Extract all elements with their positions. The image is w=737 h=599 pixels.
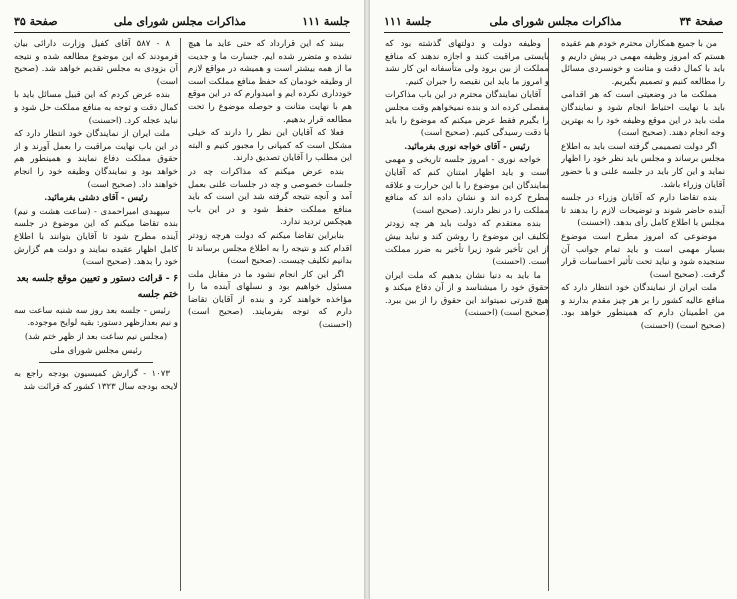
paragraph: خواجه نوری - امروز جلسه تاریخی و مهمی است و باید اظهار امتنان کنم که آقایان نمایندگان این موضوع را با این حرارت و علاقه مطرح کرده اند و نشان داده اند که منافع مملکت را در نظر دارند. (صحیح است): [385, 155, 549, 216]
signature-title: رئیس مجلس شورای ملی: [50, 345, 142, 356]
page-number: صفحة ۳۵: [14, 14, 58, 28]
paragraph: بنده عرض میکنم که مذاکرات چه در جلسات خصوصی و چه در جلسات علنی بعمل آمد و آنچه نتیجه گرفته شد این است که باید منافع مملکت حفظ شود و در این باب هیچکس تردید ندارد.: [188, 166, 352, 228]
page-title: مذاکرات مجلس شورای ملی: [113, 14, 247, 28]
page-header-right: [384, 10, 723, 33]
column-divider: [180, 38, 181, 591]
page-left: [0, 0, 364, 599]
paragraph: اگر این کار انجام نشود ما در مقابل ملت مسئول خواهیم بود و نسلهای آینده ما را مؤاخذه خواهند کرد و بنده از آقایان تقاضا دارم که توجه بفرمایند. (صحیح است) (احسنت): [188, 269, 352, 331]
paragraph: ملت ایران از نمایندگان خود انتظار دارد که در این باب نهایت مراقبت را بعمل آورند و از حقوق مملکت دفاع نمایند و همینطور هم خواهد بود و نمایندگان وظیفه خود را انجام خواهند داد. (صحیح است): [14, 129, 178, 190]
section-heading: ۶ - قرائت دستور و تعیین موقع جلسه بعد: [16, 272, 178, 284]
paragraph: ۸ - ۵۸۷ آقای کفیل وزارت دارائی بیان فرمودند که این موضوع مطالعه شده و نتیجه آن بزودی به مجلس تقدیم خواهد شد. (صحیح است): [14, 39, 178, 87]
closing-note: (مجلس نیم ساعت بعد از ظهر ختم شد): [24, 332, 168, 343]
paragraph: سپهبدی امیراحمدی - (ساعت هشت و نیم) بنده تقاضا میکنم که این موضوع در جلسه آینده مطرح شود تا آقایان بتوانند با اطلاع کامل اظهار عقیده نمایند و دولت هم گزارش خود را بدهد. (صحیح است): [14, 206, 178, 268]
session-number: جلسة ۱۱۱: [302, 14, 350, 28]
text-column-left: [14, 38, 178, 591]
paragraph: وظیفه دولت و دولتهای گذشته بود که بایستی مراقبت کنند و اجازه ندهند که منافع مملکت از بین برود ولی متأسفانه این کار نشد و امروز ما باید این نقیصه را جبران کنیم.: [385, 39, 549, 87]
paragraph: ملت ایران از نمایندگان خود انتظار دارد که منافع عالیه کشور را بر هر چیز مقدم بدارند و من اطمینان دارم که همینطور خواهد بود. (صحیح است) (احسنت): [561, 283, 725, 332]
page-right: [370, 0, 737, 599]
paragraph: مملکت ما در وضعیتی است که هر اقدامی باید با نهایت احتیاط انجام شود و نمایندگان ملت باید در این موقع وظیفه خود را به بهترین وجه انجام دهند. (صحیح است): [561, 90, 725, 139]
speaker-line: رئیس - آقای دشتی بفرمائید.: [44, 193, 148, 204]
paragraph: اگر دولت تصمیمی گرفته است باید به اطلاع مجلس برساند و مجلس باید نظر خود را اظهار نماید و این کار باید در جلسه علنی و با حضور آقایان وزراء باشد.: [561, 141, 725, 190]
paragraph: ما باید به دنیا نشان بدهیم که ملت ایران حقوق خود را میشناسد و از آن دفاع میکند و هیچ قدرتی نمیتواند این حقوق را از بین ببرد. (صحیح است) (احسنت): [385, 270, 549, 319]
paragraph: بنده معتقدم که دولت باید هر چه زودتر تکلیف این موضوع را روشن کند و نباید بیش از این تأخیر شود زیرا تأخیر به ضرر مملکت است. (احسنت): [385, 219, 549, 268]
text-column-right: [188, 38, 352, 591]
paragraph: رئیس - جلسه بعد روز سه شنبه ساعت سه و نیم بعدازظهر دستور: بقیه لوایح موجوده.: [14, 305, 178, 329]
session-number: جلسة ۱۱۱: [384, 14, 432, 28]
paragraph: بنده تقاضا دارم که آقایان وزراء در جلسه آینده حاضر شوند و توضیحات لازم را بدهند تا مجلس با اطلاع کامل رأی بدهد. (احسنت): [561, 193, 725, 229]
paragraph: آقایان نمایندگان محترم در این باب مذاکرات مفصلی کرده اند و بنده نمیخواهم وقت مجلس را بگیرم فقط عرض میکنم که موضوع را باید با دقت رسیدگی کنیم. (صحیح است): [385, 90, 549, 139]
section-subheading: ختم جلسه: [137, 289, 178, 301]
paragraph: من با جمیع همکاران محترم خودم هم عقیده هستم که امروز وظیفه مهمی در پیش داریم و باید با کمال دقت و متانت و خونسردی مسائل را مطالعه کنیم و تصمیم بگیریم.: [561, 39, 725, 87]
footnote: ۱۰۷۳ - گزارش کمیسیون بودجه راجع به لایحه بودجه سال ۱۳۲۳ کشور که قرائت شد: [14, 369, 178, 392]
paragraph: بینند که این قرارداد که حتی عاید ما هیچ نشده و متضرر شده ایم. جسارت ما و جدیت ما از همه بیشتر است و همیشه در مواقع لازم از وظیفه خودمان که حفظ منافع مملکت است خودداری نکرده ایم و امیدوارم که در این موقع هم با نهایت متانت و حوصله موضوع را تحت مطالعه قرار بدهیم.: [188, 39, 352, 125]
text-column-left: [385, 38, 549, 591]
divider-line: [39, 362, 154, 363]
paragraph: موضوعی که امروز مطرح است موضوع بسیار مهمی است و باید تمام جوانب آن سنجیده شود و نباید تحت تأثیر احساسات قرار گرفت. (صحیح است): [561, 231, 725, 280]
paragraph: فعلا که آقایان این نظر را دارند که خیلی مشکل است که کمپانی را مجبور کنیم و البته این مطلب را آقایان تصدیق دارند.: [188, 128, 352, 164]
speaker-line: رئیس - آقای خواجه نوری بفرمائید.: [404, 141, 530, 152]
page-header-left: [14, 10, 350, 33]
paragraph: بنابراین تقاضا میکنم که دولت هرچه زودتر اقدام کند و نتیجه را به اطلاع مجلس برساند تا بدانیم تکلیف چیست. (صحیح است): [188, 230, 352, 267]
page-number: صفحة ۳۴: [679, 14, 723, 28]
paragraph: بنده عرض کردم که این قبیل مسائل باید با کمال دقت و توجه به منافع مملکت حل شود و نباید عجله کرد. (احسنت): [14, 90, 178, 126]
page-title: مذاکرات مجلس شورای ملی: [489, 14, 622, 28]
text-column-right: [561, 38, 725, 591]
